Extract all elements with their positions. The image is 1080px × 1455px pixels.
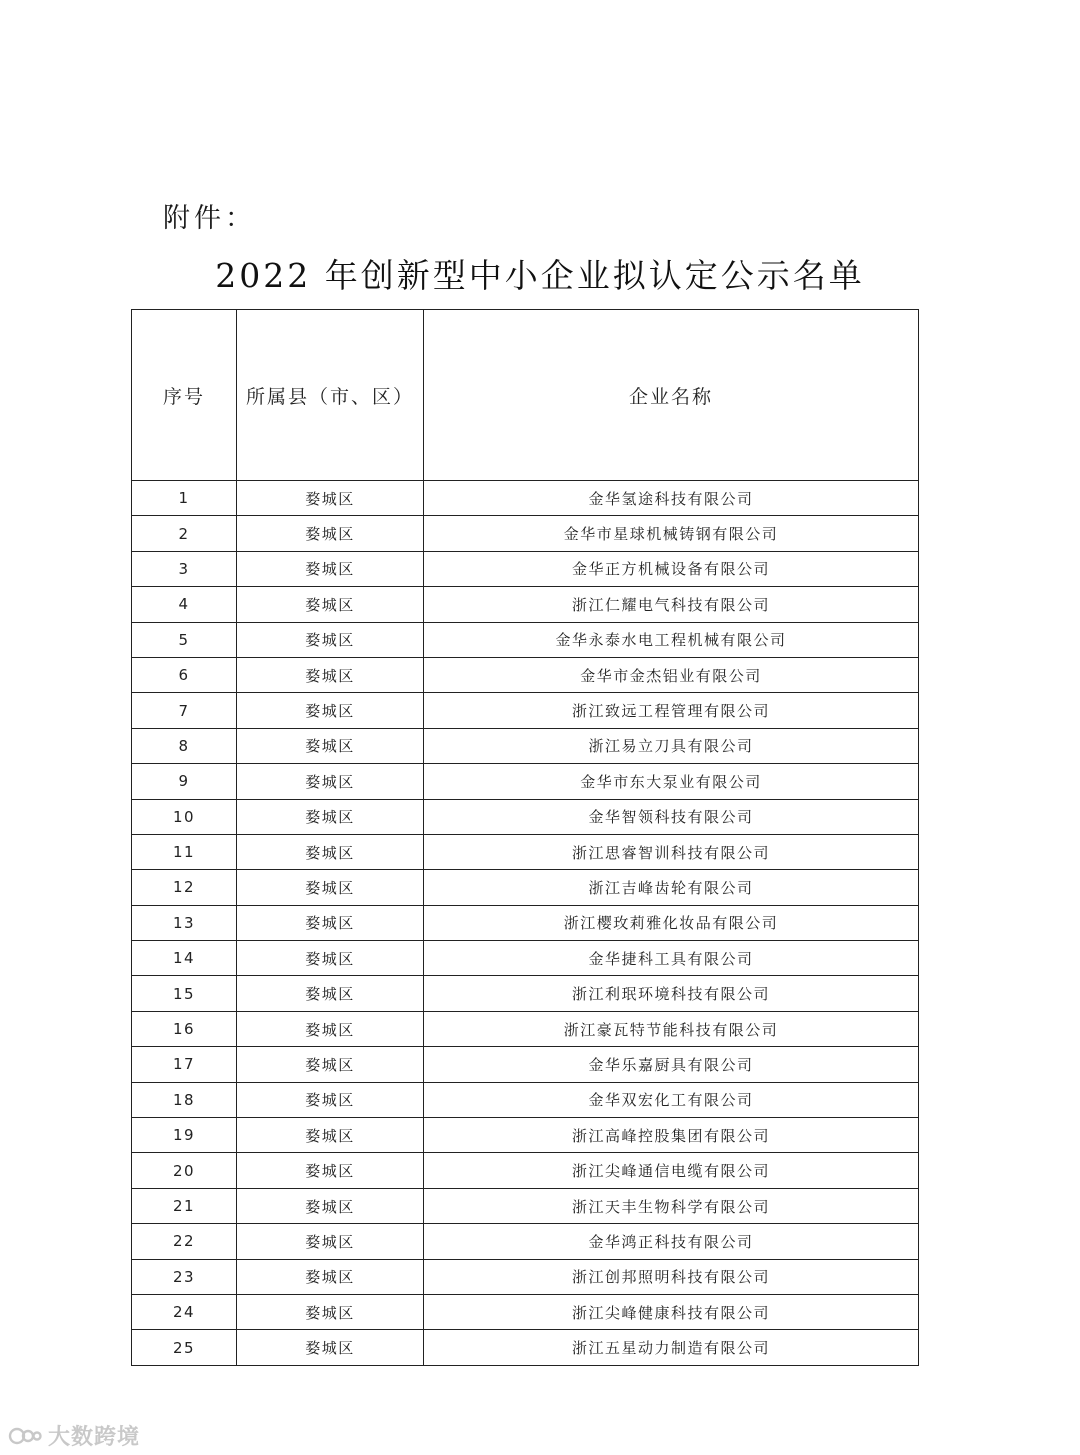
district-cell: 婺城区: [237, 870, 424, 905]
row-number-cell: 8: [132, 728, 237, 763]
company-name-cell: 金华智领科技有限公司: [424, 799, 919, 834]
company-name-cell: 浙江尖峰通信电缆有限公司: [424, 1153, 919, 1188]
table-row: [132, 622, 919, 657]
table-row: [132, 764, 919, 799]
row-number-cell: 11: [132, 834, 237, 869]
column-header-company: 企业名称: [424, 310, 919, 481]
district-cell: 婺城区: [237, 799, 424, 834]
district-cell: 婺城区: [237, 693, 424, 728]
company-name-cell: 金华永泰水电工程机械有限公司: [424, 622, 919, 657]
district-cell: 婺城区: [237, 941, 424, 976]
company-name-cell: 浙江天丰生物科学有限公司: [424, 1188, 919, 1223]
company-name-cell: 金华乐嘉厨具有限公司: [424, 1047, 919, 1082]
company-name-cell: 浙江尖峰健康科技有限公司: [424, 1294, 919, 1329]
table-row: [132, 1047, 919, 1082]
row-number-cell: 3: [132, 551, 237, 586]
district-cell: 婺城区: [237, 1153, 424, 1188]
company-name-cell: 金华捷科工具有限公司: [424, 941, 919, 976]
district-cell: 婺城区: [237, 1224, 424, 1259]
table-body: [132, 481, 919, 1366]
row-number-cell: 9: [132, 764, 237, 799]
table-row: [132, 834, 919, 869]
row-number-cell: 24: [132, 1294, 237, 1329]
district-cell: 婺城区: [237, 587, 424, 622]
row-number-cell: 7: [132, 693, 237, 728]
district-cell: 婺城区: [237, 1294, 424, 1329]
row-number-cell: 15: [132, 976, 237, 1011]
company-name-cell: 浙江樱玫莉雅化妆品有限公司: [424, 905, 919, 940]
table-row: [132, 1330, 919, 1365]
district-cell: 婺城区: [237, 1188, 424, 1223]
table-row: [132, 1294, 919, 1329]
district-cell: 婺城区: [237, 481, 424, 516]
district-cell: 婺城区: [237, 657, 424, 692]
table-row: [132, 693, 919, 728]
district-cell: 婺城区: [237, 551, 424, 586]
table-row: [132, 1011, 919, 1046]
company-name-cell: 浙江致远工程管理有限公司: [424, 693, 919, 728]
column-header-number: 序号: [132, 310, 237, 481]
table-row: [132, 941, 919, 976]
row-number-cell: 13: [132, 905, 237, 940]
row-number-cell: 18: [132, 1082, 237, 1117]
district-cell: 婺城区: [237, 976, 424, 1011]
district-cell: 婺城区: [237, 1082, 424, 1117]
district-cell: 婺城区: [237, 622, 424, 657]
attachment-label: 附件：: [163, 203, 256, 234]
row-number-cell: 14: [132, 941, 237, 976]
company-name-cell: 浙江豪瓦特节能科技有限公司: [424, 1011, 919, 1046]
company-name-cell: 金华正方机械设备有限公司: [424, 551, 919, 586]
table-header-row: [132, 310, 919, 481]
watermark: [8, 1420, 140, 1451]
table-row: [132, 1118, 919, 1153]
brand-logo-icon: [8, 1425, 42, 1447]
company-name-cell: 浙江高峰控股集团有限公司: [424, 1118, 919, 1153]
table-row: [132, 551, 919, 586]
company-name-cell: 浙江利珉环境科技有限公司: [424, 976, 919, 1011]
table-row: [132, 657, 919, 692]
row-number-cell: 1: [132, 481, 237, 516]
district-cell: 婺城区: [237, 1047, 424, 1082]
district-cell: 婺城区: [237, 728, 424, 763]
company-name-cell: 金华氢途科技有限公司: [424, 481, 919, 516]
page-title: 2022 年创新型中小企业拟认定公示名单: [215, 256, 865, 295]
company-name-cell: 金华鸿正科技有限公司: [424, 1224, 919, 1259]
table-row: [132, 976, 919, 1011]
district-cell: 婺城区: [237, 905, 424, 940]
row-number-cell: 19: [132, 1118, 237, 1153]
table-row: [132, 1224, 919, 1259]
table-row: [132, 728, 919, 763]
district-cell: 婺城区: [237, 1330, 424, 1365]
row-number-cell: 10: [132, 799, 237, 834]
district-cell: 婺城区: [237, 834, 424, 869]
company-name-cell: 浙江五星动力制造有限公司: [424, 1330, 919, 1365]
company-name-cell: 金华市金杰铝业有限公司: [424, 657, 919, 692]
company-name-cell: 金华市东大泵业有限公司: [424, 764, 919, 799]
company-list-table: [131, 309, 919, 1366]
company-name-cell: 浙江易立刀具有限公司: [424, 728, 919, 763]
row-number-cell: 4: [132, 587, 237, 622]
row-number-cell: 25: [132, 1330, 237, 1365]
row-number-cell: 20: [132, 1153, 237, 1188]
company-name-cell: 浙江吉峰齿轮有限公司: [424, 870, 919, 905]
table-row: [132, 1153, 919, 1188]
company-name-cell: 浙江仁耀电气科技有限公司: [424, 587, 919, 622]
table-row: [132, 905, 919, 940]
table-row: [132, 1259, 919, 1294]
row-number-cell: 22: [132, 1224, 237, 1259]
row-number-cell: 5: [132, 622, 237, 657]
company-name-cell: 浙江思睿智训科技有限公司: [424, 834, 919, 869]
district-cell: 婺城区: [237, 1118, 424, 1153]
row-number-cell: 6: [132, 657, 237, 692]
district-cell: 婺城区: [237, 764, 424, 799]
watermark-text: 大数跨境: [48, 1425, 141, 1450]
column-header-district: 所属县（市、区）: [237, 310, 424, 481]
row-number-cell: 12: [132, 870, 237, 905]
row-number-cell: 21: [132, 1188, 237, 1223]
table-row: [132, 870, 919, 905]
district-cell: 婺城区: [237, 1011, 424, 1046]
row-number-cell: 2: [132, 516, 237, 551]
table-row: [132, 1082, 919, 1117]
company-name-cell: 浙江创邦照明科技有限公司: [424, 1259, 919, 1294]
district-cell: 婺城区: [237, 1259, 424, 1294]
district-cell: 婺城区: [237, 516, 424, 551]
row-number-cell: 17: [132, 1047, 237, 1082]
table-row: [132, 516, 919, 551]
table-row: [132, 799, 919, 834]
row-number-cell: 16: [132, 1011, 237, 1046]
company-name-cell: 金华双宏化工有限公司: [424, 1082, 919, 1117]
table-row: [132, 1188, 919, 1223]
company-name-cell: 金华市星球机械铸钢有限公司: [424, 516, 919, 551]
table-row: [132, 587, 919, 622]
table-row: [132, 481, 919, 516]
row-number-cell: 23: [132, 1259, 237, 1294]
